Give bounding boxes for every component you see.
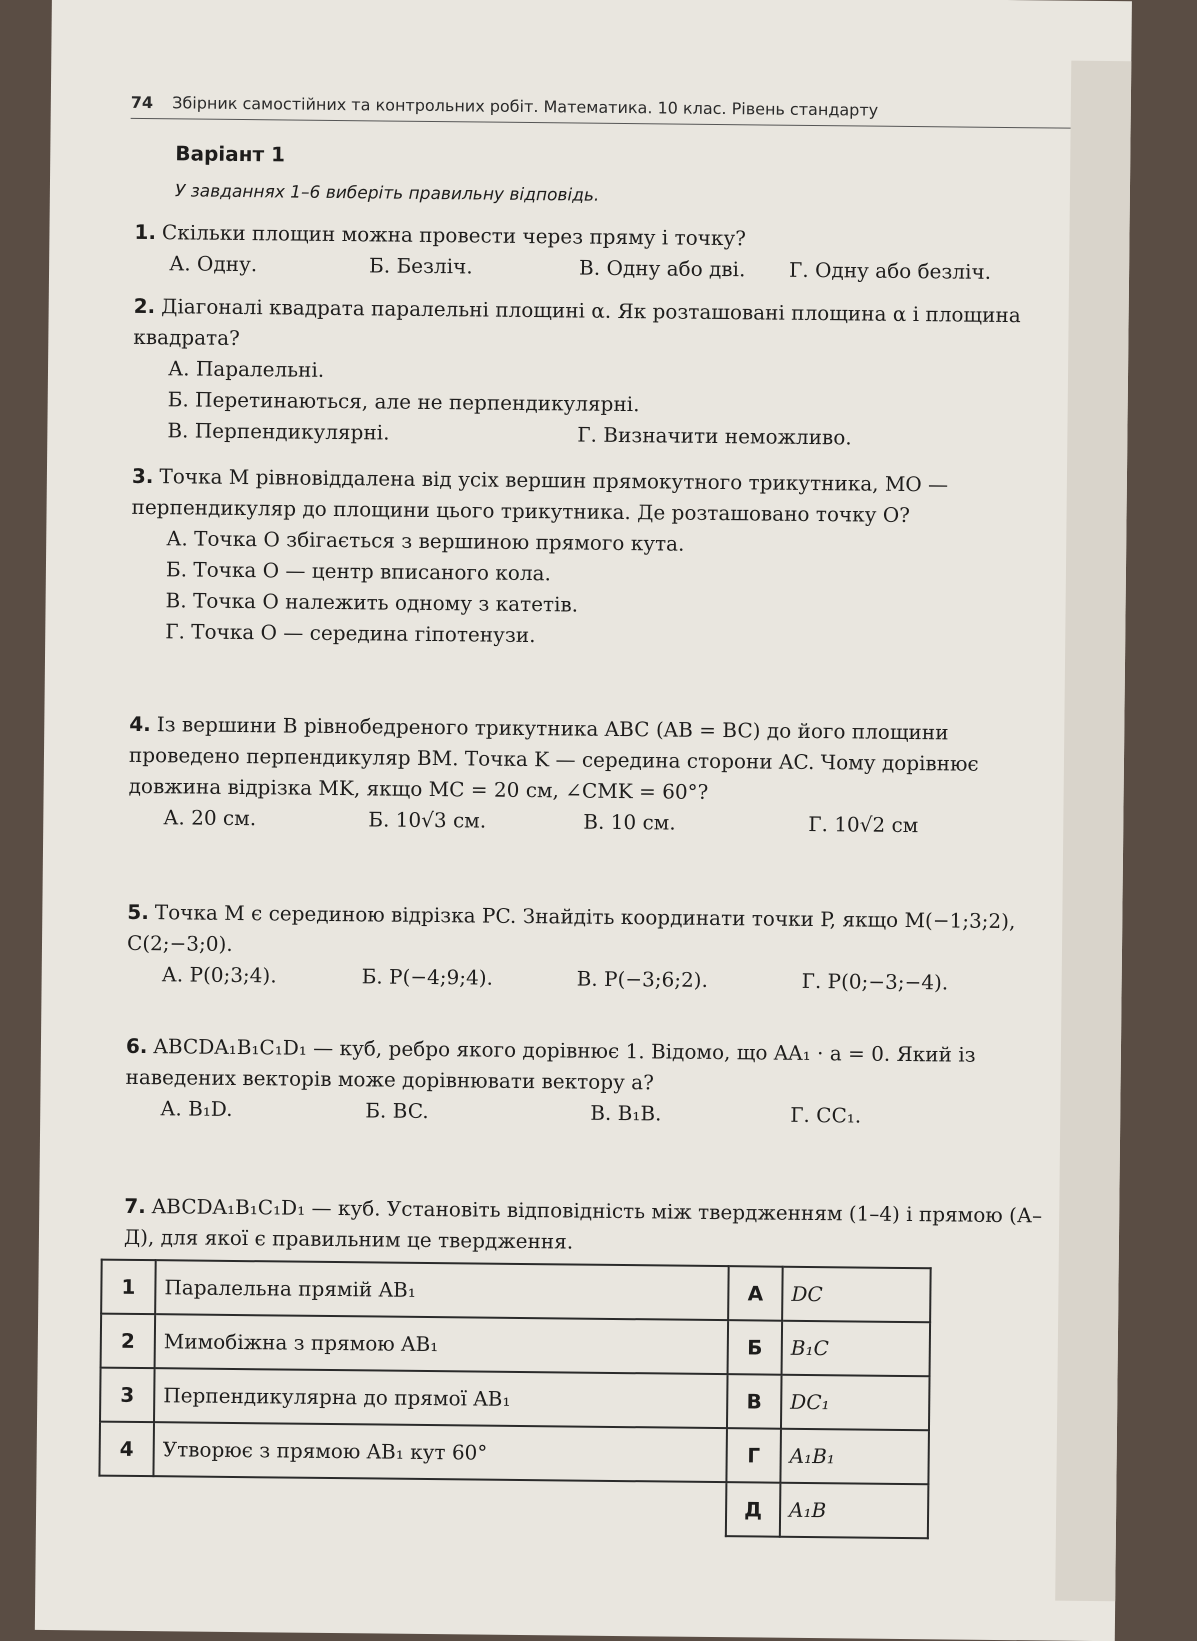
option-d: Г. CC₁. <box>790 1102 862 1128</box>
question-7: 7. ABCDA₁B₁C₁D₁ — куб. Установіть відповідність між твердженням (1–4) і прямою (А–Д), для якої є правильним це твердження. <box>123 1193 1043 1254</box>
option-b: Б. BC. <box>365 1098 429 1124</box>
option-d: Г. Одну або безліч. <box>788 257 992 284</box>
page-edge <box>1055 61 1131 1602</box>
question-1: 1. Скільки площин можна провести через пряму і точку? А. Одну. Б. Безліч. В. Одну або дві. Г. Одну або безліч. <box>134 217 1065 289</box>
question-text: Точка M є серединою відрізка PC. Знайдіть координати точки P, якщо M(−1;3;2), C(2;−3;0). <box>126 900 1016 956</box>
table-row: 2 Мимобіжна з прямою AB₁ Б B₁C <box>101 1314 931 1377</box>
option-a: А. Паралельні. <box>167 356 325 382</box>
question-3: 3. Точка M рівновіддалена від усіх вершин прямокутного трикутника, MO — перпендикуляр до площини цього трикутника. Де розташовано точку O? А. Точка O збігається з вершиною прямого кута. Б. Точка O — центр вписаного кола. В. Точка O належить одному з катетів. Г. Точка O — середина гіпотенузи. <box>130 461 1062 657</box>
question-5: 5. Точка M є серединою відрізка PC. Знайдіть координати точки P, якщо M(−1;3;2), C(2;−3;0). А. P(0;3;4). Б. P(−4;9;4). В. P(−3;6;2). Г. P(0;−3;−4). <box>127 897 1058 1000</box>
option-b: Б. Точка O — центр вписаного кола. <box>165 557 552 586</box>
option-a: А. P(0;3;4). <box>161 962 277 988</box>
option-d: Г. Точка O — середина гіпотенузи. <box>165 619 536 648</box>
table-row: Д A₁B <box>99 1476 929 1539</box>
option-d: Г. P(0;−3;−4). <box>801 968 949 995</box>
table-row: 4 Утворює з прямою AB₁ кут 60° Г A₁B₁ <box>99 1422 929 1485</box>
option-b: Б. 10√3 см. <box>368 807 487 833</box>
option-a: А. 20 см. <box>163 805 257 831</box>
table-row: 3 Перпендикулярна до прямої AB₁ В DC₁ <box>100 1368 930 1431</box>
option-c: В. P(−3;6;2). <box>576 966 709 992</box>
option-b: Б. Перетинаються, але не перпендикулярні. <box>167 387 640 417</box>
option-a: А. Точка O збігається з вершиною прямого кута. <box>166 526 685 556</box>
instructions: У завданнях 1–6 виберіть правильну відповідь. <box>174 181 600 206</box>
question-2: 2. Діагоналі квадрата паралельні площині α. Як розташовані площина α і площина квадрата? А. Паралельні. Б. Перетинаються, але не перпендикулярні. В. Перпендикулярні. Г. Визначити неможливо. <box>132 291 1064 456</box>
question-text: ABCDA₁B₁C₁D₁ — куб, ребро якого дорівнює 1. Відомо, що AA₁ · a = 0. Який із наведених векторів може дорівнювати вектору a? <box>125 1034 976 1095</box>
option-d: Г. Визначити неможливо. <box>577 422 852 450</box>
option-b: Б. Безліч. <box>369 253 473 279</box>
question-4: 4. Із вершини B рівнобедреного трикутника ABC (AB = BC) до його площини проведено перпендикуляр BM. Точка K — середина сторони AC. Чому дорівнює довжина відрізка MK, якщо MC = 20 см, ∠CMK = 60°? А. 20 см. Б. 10√3 см. В. 10 см. Г. 10√2 см <box>128 709 1059 843</box>
option-c: В. 10 см. <box>583 809 676 835</box>
option-c: В. Точка O належить одному з катетів. <box>165 588 579 617</box>
question-text: Точка M рівновіддалена від усіх вершин прямокутного трикутника, MO — перпендикуляр до площини цього трикутника. Де розташовано точку O? <box>131 464 949 528</box>
book-page <box>35 0 1132 1641</box>
option-b: Б. P(−4;9;4). <box>361 964 494 990</box>
variant-title: Варіант 1 <box>175 141 286 167</box>
matching-table <box>98 1259 932 1540</box>
page-number: 74 <box>130 92 154 113</box>
question-text: ABCDA₁B₁C₁D₁ — куб. Установіть відповідність між твердженням (1–4) і прямою (А–Д), для якої є правильним це твердження. <box>123 1194 1043 1254</box>
option-c: В. Одну або дві. <box>578 255 746 282</box>
table-row: 1 Паралельна прямій AB₁ А DC <box>101 1260 931 1323</box>
running-header <box>131 93 1071 129</box>
option-d: Г. 10√2 см <box>808 811 919 838</box>
option-c: В. B₁B. <box>590 1100 662 1126</box>
question-6: 6. ABCDA₁B₁C₁D₁ — куб, ребро якого дорівнює 1. Відомо, що AA₁ · a = 0. Який із наведених векторів може дорівнювати вектору a? А. B₁D. Б. BC. В. B₁B. Г. CC₁. <box>125 1031 1056 1134</box>
book-title: Збірник самостійних та контрольних робіт. Математика. 10 клас. Рівень стандарту <box>172 93 879 120</box>
option-a: А. B₁D. <box>160 1096 233 1121</box>
question-text: Діагоналі квадрата паралельні площині α. Як розташовані площина α і площина квадрата? <box>133 294 1021 350</box>
option-a: А. Одну. <box>169 251 258 277</box>
question-text: Скільки площин можна провести через пряму і точку? <box>161 220 747 251</box>
question-text: Із вершини B рівнобедреного трикутника ABC (AB = BC) до його площини проведено перпендикуляр BM. Точка K — середина сторони AC. Чому дорівнює довжина відрізка MK, якщо MC = 20 см, ∠CMK = 60°? <box>128 712 979 804</box>
option-c: В. Перпендикулярні. <box>167 418 390 445</box>
